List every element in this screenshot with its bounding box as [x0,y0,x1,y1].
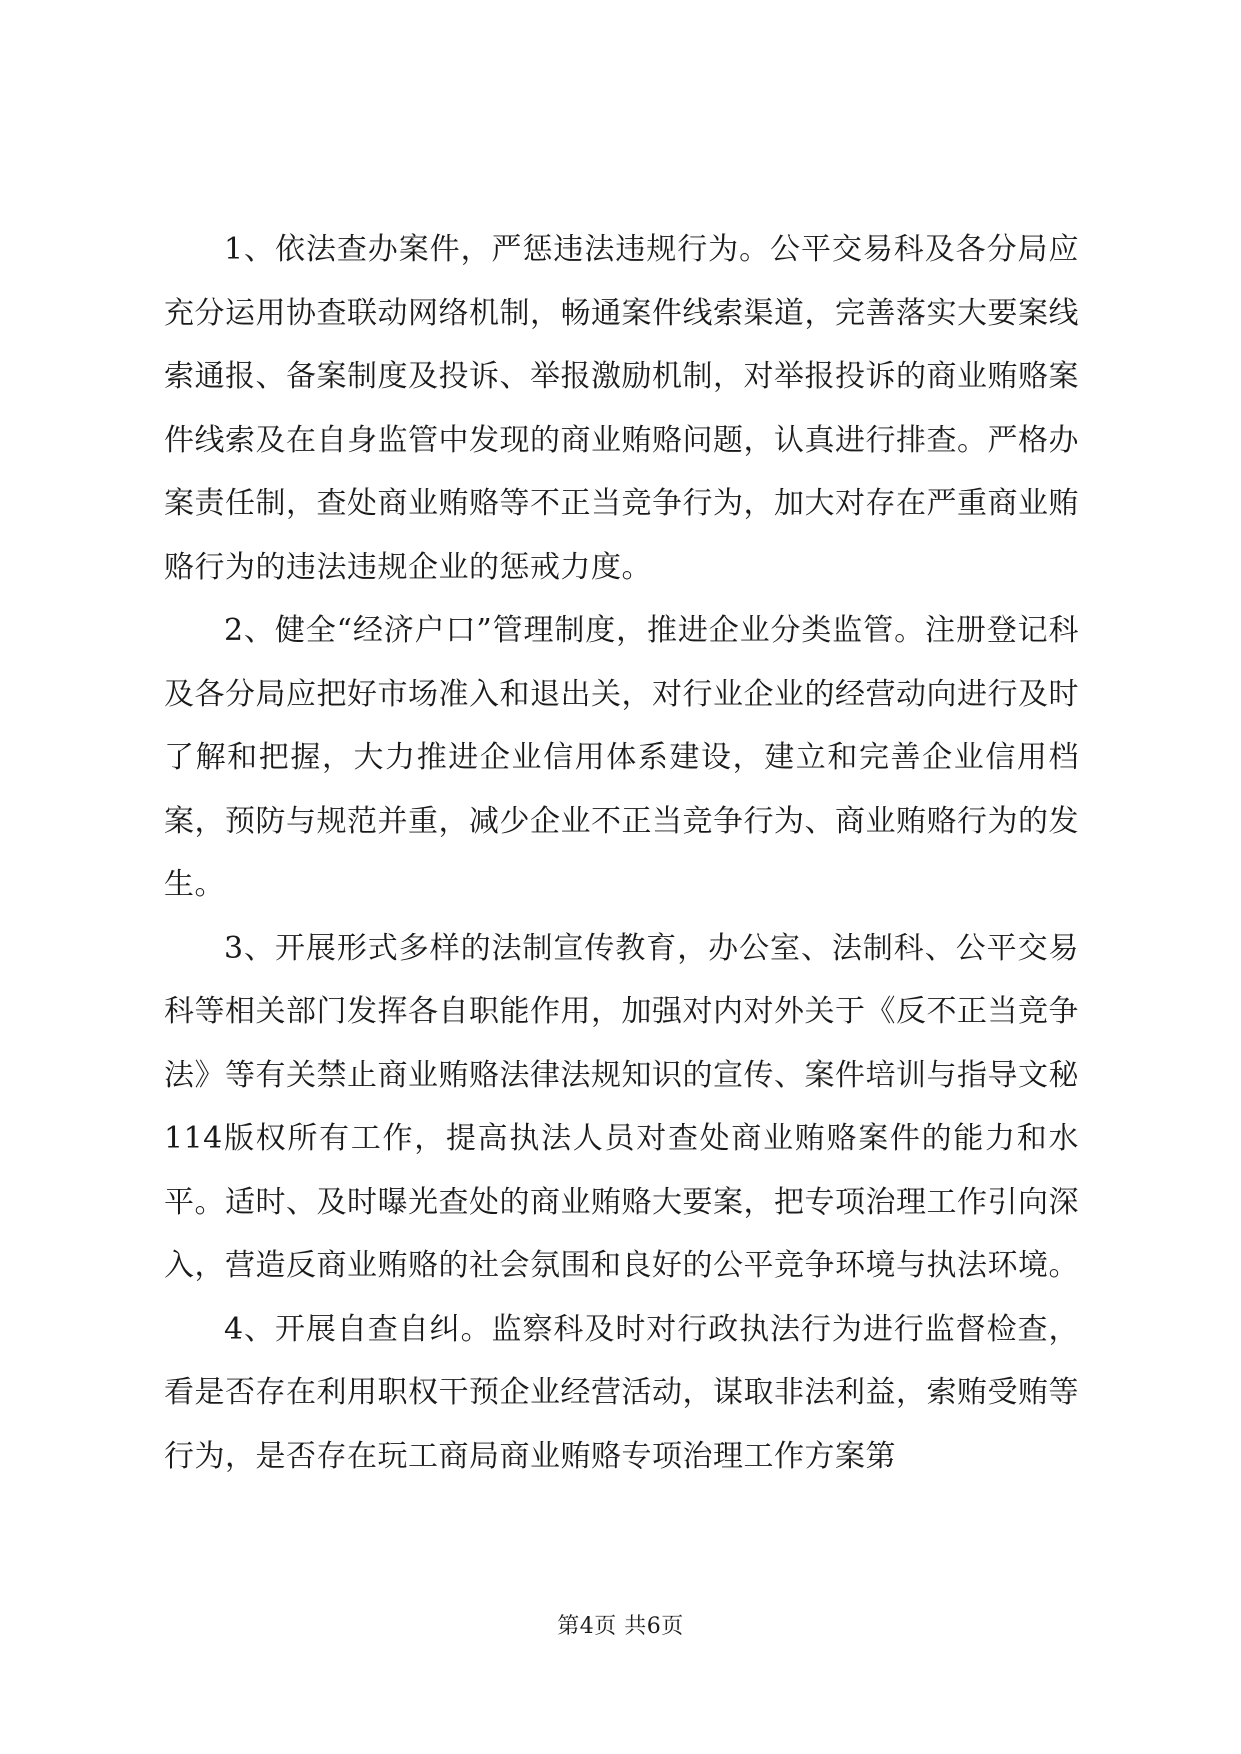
paragraph-3: 3、开展形式多样的法制宣传教育，办公室、法制科、公平交易科等相关部门发挥各自职能作用，加强对内对外关于《反不正当竞争法》等有关禁止商业贿赂法律法规知识的宣传、案件培训与指导文秘114版权所有工作，提高执法人员对查处商业贿赂案件的能力和水平。适时、及时曝光查处的商业贿赂大要案，把专项治理工作引向深入，营造反商业贿赂的社会氛围和良好的公平竞争环境与执法环境。 [164,930,1079,1283]
paragraph-1: 1、依法查办案件，严惩违法违规行为。公平交易科及各分局应充分运用协查联动网络机制，畅通案件线索渠道，完善落实大要案线索通报、备案制度及投诉、举报激励机制，对举报投诉的商业贿赂案件线索及在自身监管中发现的商业贿赂问题，认真进行排查。严格办案责任制，查处商业贿赂等不正当竞争行为，加大对存在严重商业贿赂行为的违法违规企业的惩戒力度。 [164,232,1079,585]
paragraph-4: 4、开展自查自纠。监察科及时对行政执法行为进行监督检查，看是否存在利用职权干预企业经营活动，谋取非法利益，索贿受贿等行为，是否存在玩工商局商业贿赂专项治理工作方案第 [164,1311,1079,1474]
page-number-footer: 第4页 共6页 [557,1614,684,1639]
document-body [164,218,1079,1488]
paragraph-2: 2、健全“经济户口”管理制度，推进企业分类监管。注册登记科及各分局应把好市场准入和退出关，对行业企业的经营动向进行及时了解和把握，大力推进企业信用体系建设，建立和完善企业信用档案，预防与规范并重，减少企业不正当竞争行为、商业贿赂行为的发生。 [164,613,1079,902]
